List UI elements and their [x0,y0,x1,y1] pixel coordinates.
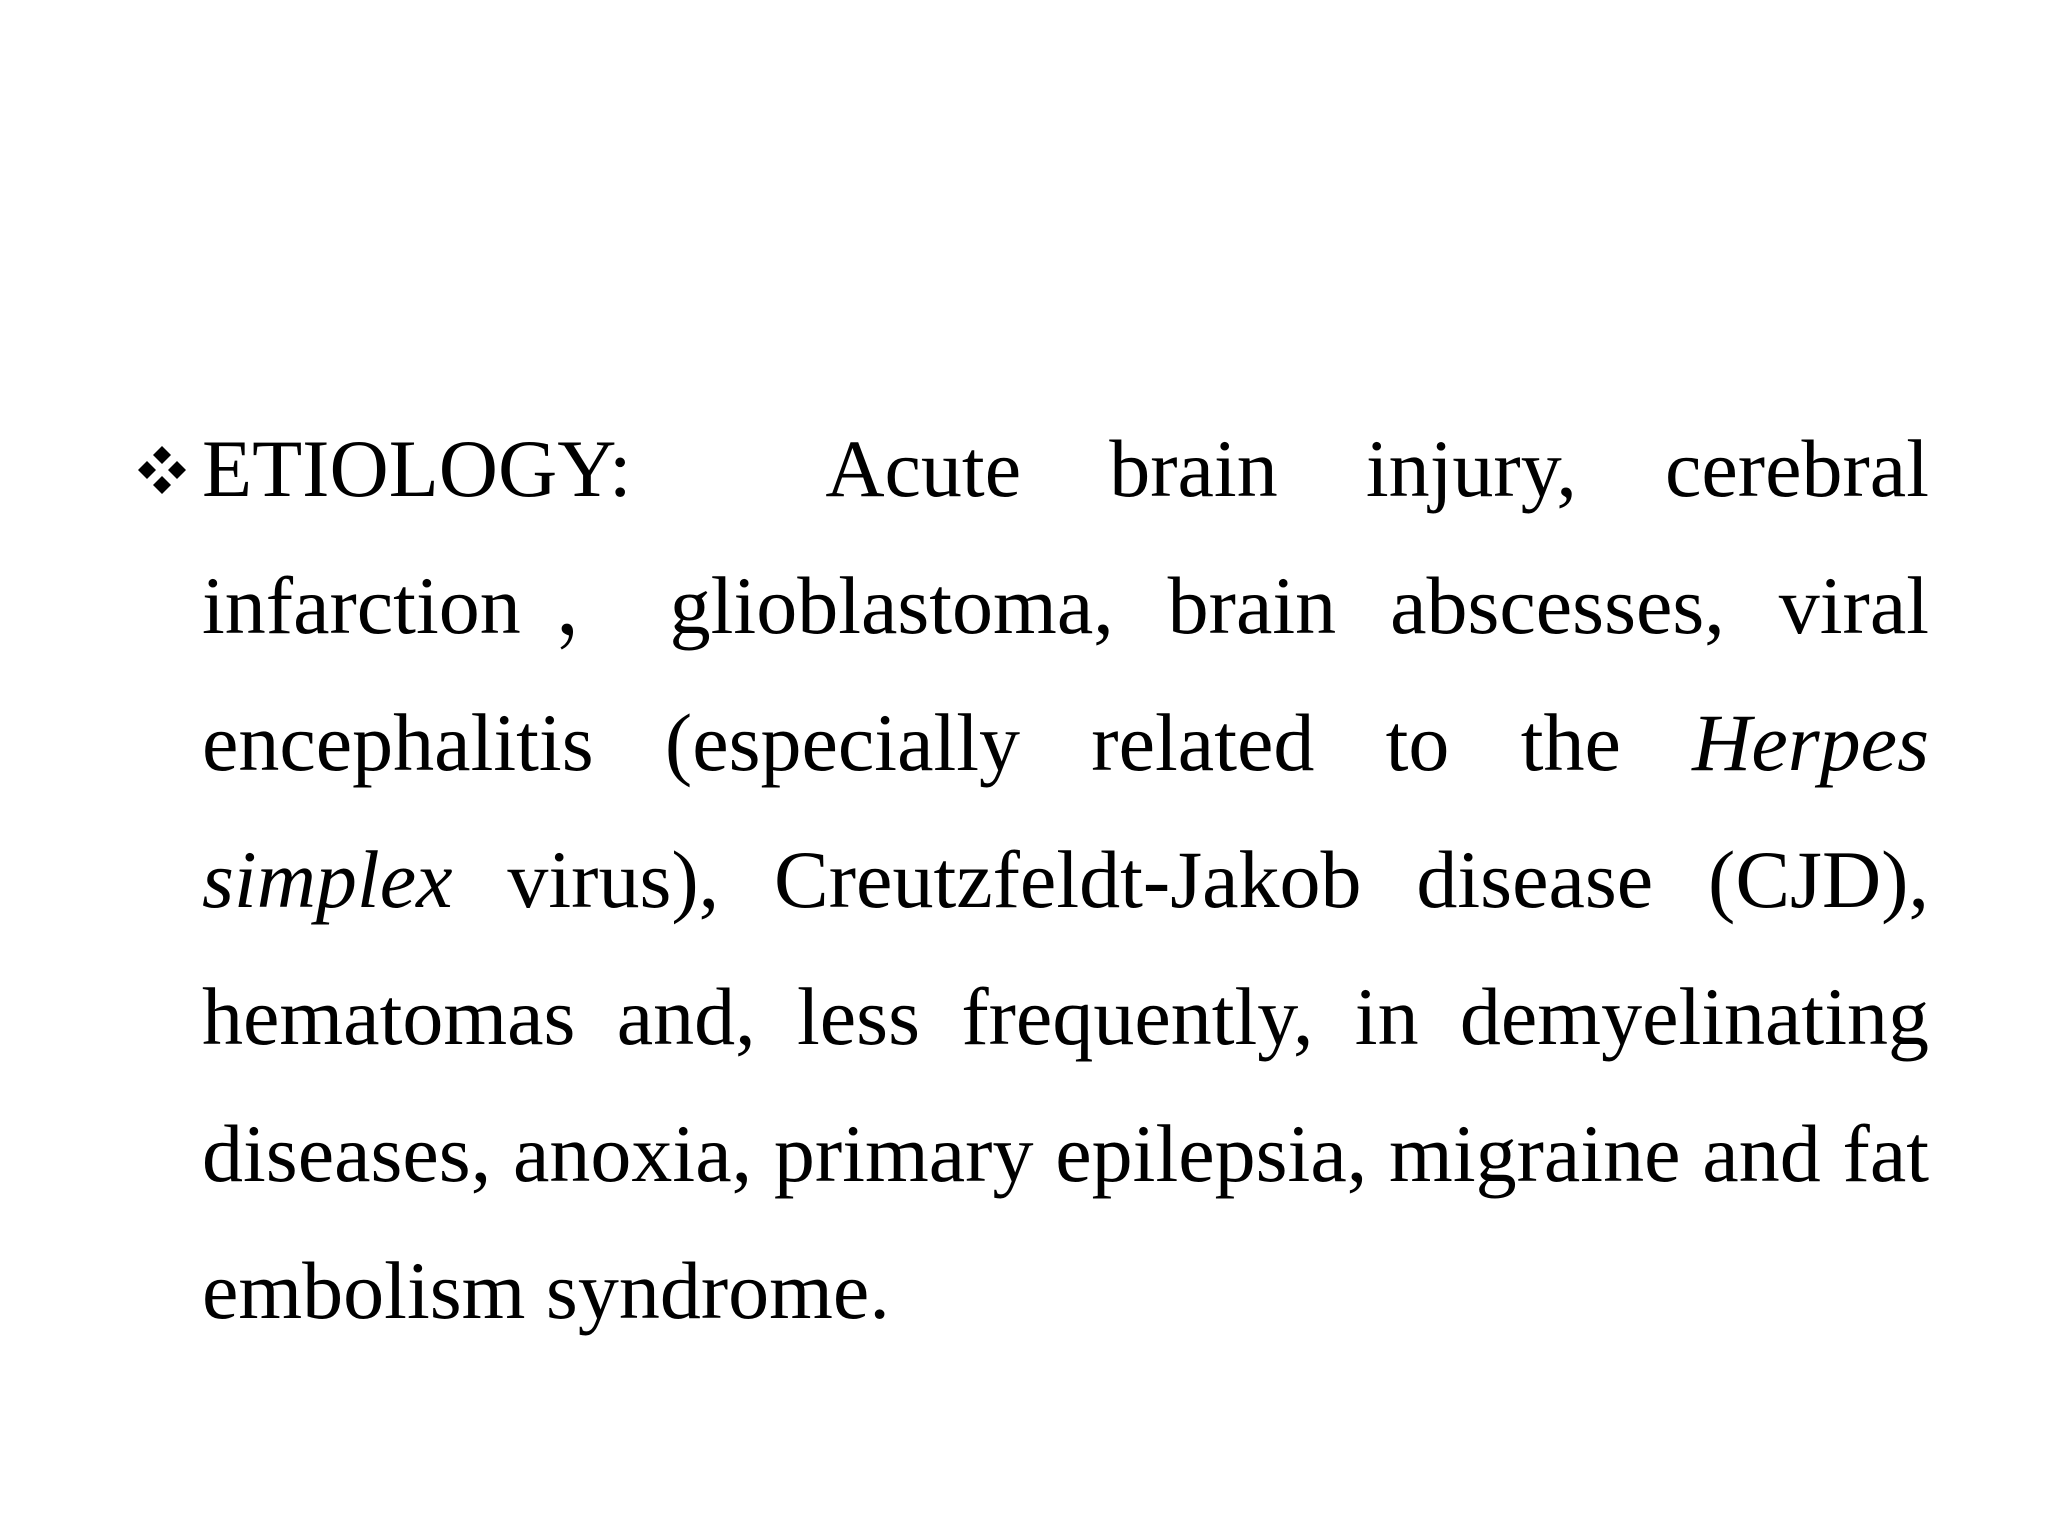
etiology-text-run-2-punctuation: ， [520,560,670,651]
slide-body [134,400,1929,1359]
four-diamond-bullet-icon [134,442,190,498]
etiology-text-run-1: Acute brain injury, cerebral infarction [202,423,1929,651]
etiology-text-run-3: glioblastoma, brain abscesses, viral encephalitis (especially related to the [202,560,1929,788]
etiology-text-run-5: virus), Creutzfeldt-Jakob disease (CJD), hematomas and, less frequently, in demyelinating diseases, anoxia, primary epilepsia, migraine and fat embolism syndrome. [202,834,1929,1336]
etiology-heading: ETIOLOGY: [202,423,632,514]
etiology-bullet-paragraph [134,400,1929,1359]
herpes-simplex-italic: Herpes simplex [202,697,1929,925]
